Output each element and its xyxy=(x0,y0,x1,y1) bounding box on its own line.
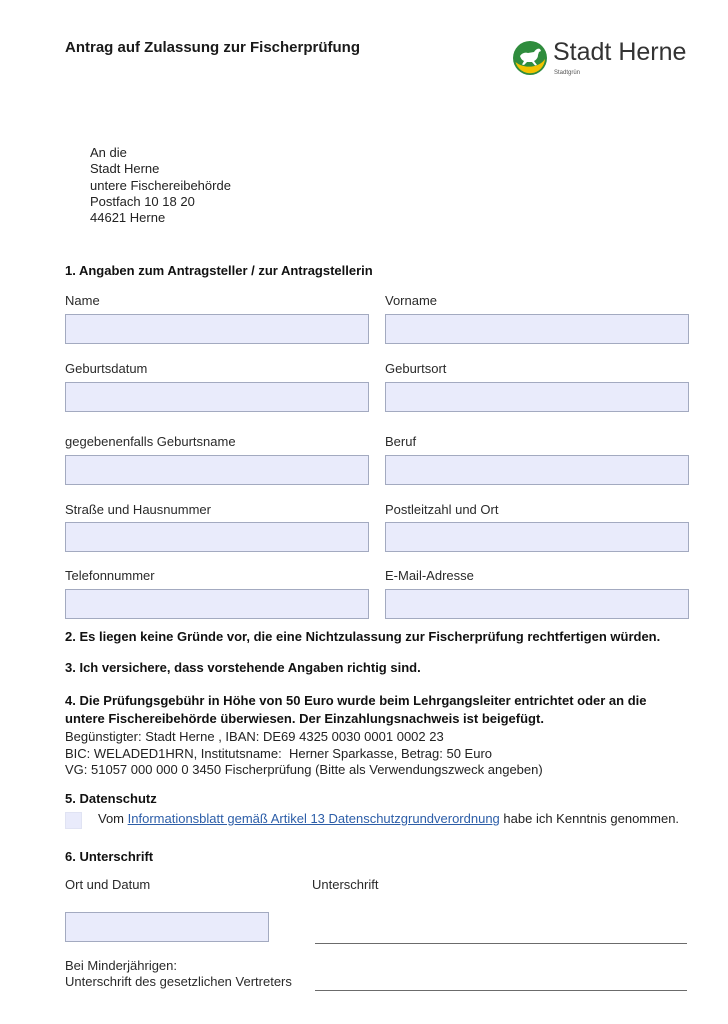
privacy-info-link[interactable]: Informationsblatt gemäß Artikel 13 Datenschutzgrundverordnung xyxy=(127,811,500,826)
payment-details-line: VG: 51057 000 000 0 3450 Fischerprüfung (Bitte als Verwendungszweck angeben) xyxy=(65,762,543,777)
minor-label-line: Bei Minderjährigen: xyxy=(65,958,178,973)
section-6-heading: 6. Unterschrift xyxy=(65,849,154,864)
section-1-heading: 1. Angaben zum Antragsteller / zur Antragstellerin xyxy=(65,263,373,278)
birth-name-input[interactable] xyxy=(65,455,369,485)
privacy-consent-checkbox[interactable] xyxy=(65,812,82,829)
birth-name-label: gegebenenfalls Geburtsname xyxy=(65,434,236,449)
payment-details-line: Begünstigter: Stadt Herne , IBAN: DE69 4325 0030 0001 0002 23 xyxy=(65,729,444,744)
section-2-statement: 2. Es liegen keine Gründe vor, die eine Nichtzulassung zur Fischerprüfung rechtfertigen würden. xyxy=(65,629,661,644)
occupation-input[interactable] xyxy=(385,455,689,485)
birth-date-label: Geburtsdatum xyxy=(65,361,148,376)
postcode-city-label: Postleitzahl und Ort xyxy=(385,502,499,517)
address-line: An die xyxy=(90,145,127,160)
place-date-input[interactable] xyxy=(65,912,269,942)
email-input[interactable] xyxy=(385,589,689,619)
email-label: E-Mail-Adresse xyxy=(385,568,474,583)
minor-label-line: Unterschrift des gesetzlichen Vertreters xyxy=(65,974,292,989)
section-4-line: 4. Die Prüfungsgebühr in Höhe von 50 Euro wurde beim Lehrgangsleiter entrichtet oder an die xyxy=(65,693,647,708)
consent-text-after: habe ich Kenntnis genommen. xyxy=(503,811,680,826)
city-logo-name: Stadt Herne xyxy=(553,38,687,66)
birth-place-input[interactable] xyxy=(385,382,689,412)
first-name-input[interactable] xyxy=(385,314,689,344)
section-4-line: untere Fischereibehörde überwiesen. Der Einzahlungsnachweis ist beigefügt. xyxy=(65,711,544,726)
name-label: Name xyxy=(65,293,100,308)
occupation-label: Beruf xyxy=(385,434,417,449)
name-input[interactable] xyxy=(65,314,369,344)
birth-date-input[interactable] xyxy=(65,382,369,412)
first-name-label: Vorname xyxy=(385,293,438,308)
address-line: untere Fischereibehörde xyxy=(90,177,231,193)
form-title: Antrag auf Zulassung zur Fischerprüfung xyxy=(65,39,361,56)
payment-details-line: BIC: WELADED1HRN, Institutsname: Herner Sparkasse, Betrag: 50 Euro xyxy=(65,745,493,761)
section-5-heading: 5. Datenschutz xyxy=(65,791,157,806)
payment-details xyxy=(65,729,543,779)
consent-text xyxy=(98,811,679,827)
guardian-signature-line xyxy=(315,990,687,991)
consent-text-before: Vom xyxy=(98,811,125,826)
birth-place-label: Geburtsort xyxy=(385,361,447,376)
city-logo-icon xyxy=(512,40,548,76)
address-line: Stadt Herne xyxy=(90,161,160,177)
place-date-label: Ort und Datum xyxy=(65,877,151,892)
signature-label: Unterschrift xyxy=(312,877,379,892)
address-line: 44621 Herne xyxy=(90,210,166,226)
address-line: Postfach 10 18 20 xyxy=(90,193,195,209)
street-label: Straße und Hausnummer xyxy=(65,502,211,517)
minor-label xyxy=(65,958,292,990)
street-input[interactable] xyxy=(65,522,369,552)
postcode-city-input[interactable] xyxy=(385,522,689,552)
city-logo-subtitle: Stadtgrün xyxy=(554,70,581,76)
section-3-statement: 3. Ich versichere, dass vorstehende Angaben richtig sind. xyxy=(65,660,421,675)
recipient-address xyxy=(90,145,231,226)
section-4-statement xyxy=(65,692,646,728)
phone-input[interactable] xyxy=(65,589,369,619)
phone-label: Telefonnummer xyxy=(65,568,155,583)
signature-line xyxy=(315,943,687,944)
